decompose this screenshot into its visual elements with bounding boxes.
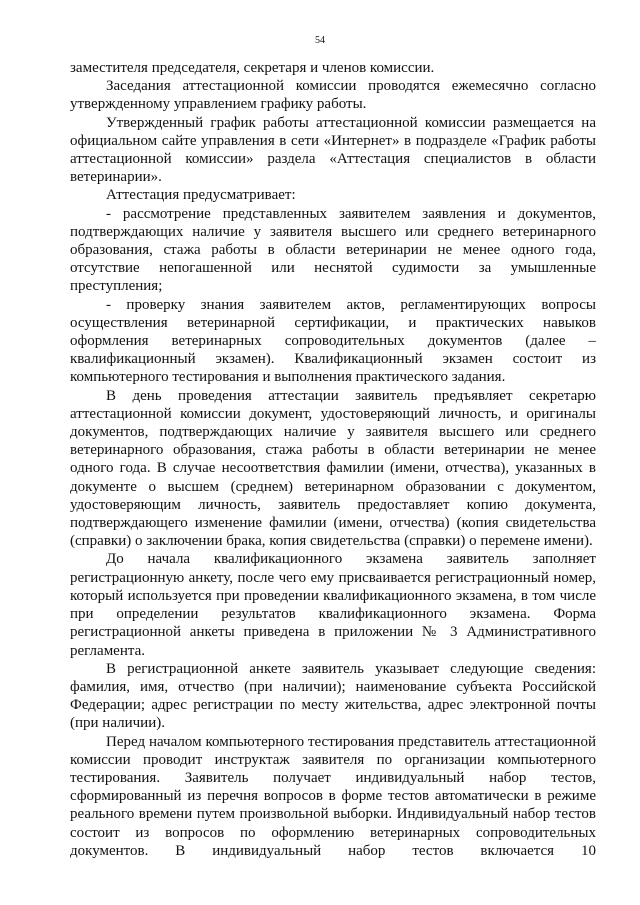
page-number: 54: [315, 35, 325, 46]
paragraph-3: Утвержденный график работы аттестационной комиссии размещается на официальном сайте управления в сети «Интернет» в подразделе «График работы аттестационной комиссии» раздела «Аттестация специалистов в области ветеринарии».: [70, 114, 596, 186]
paragraph-1: заместителя председателя, секретаря и членов комиссии.: [70, 60, 435, 76]
document-body: [70, 59, 596, 860]
paragraph-7: В день проведения аттестации заявитель предъявляет секретарю аттестационной комиссии документ, удостоверяющий личность, и оригиналы документов, подтверждающих наличие у заявителя высшего или среднего ветеринарного образования, стажа работы в области ветеринарии не менее одного года. В случае несоответствия фамилии (имени, отчества), указанных в документе о высшем (среднем) ветеринарном образовании с документом, удостоверяющим личность, заявитель предоставляет копию документа, подтверждающего изменение фамилии (имени, отчества) (копия свидетельства (справки) о заключении брака, копия свидетельства (справки) о перемене имени).: [70, 387, 596, 550]
paragraph-8: До начала квалификационного экзамена заявитель заполняет регистрационную анкету, после чего ему присваивается регистрационный номер, который используется при проведении квалификационного экзамена, в том числе при определении результатов квалификационного экзамена. Форма регистрационной анкеты приведена в приложении № 3 Административного регламента.: [70, 551, 596, 659]
paragraph-9: В регистрационной анкете заявитель указывает следующие сведения: фамилия, имя, отчество (при наличии); наименование субъекта Российской Федерации; адрес регистрации по месту жительства, адрес электронной почты (при наличии).: [70, 660, 596, 732]
paragraph-6: - проверку знания заявителем актов, регламентирующих вопросы осуществления ветеринарной сертификации, и практических навыков оформления ветеринарных сопроводительных документов (далее – квалификационный экзамен). Квалификационный экзамен состоит из компьютерного тестирования и выполнения практического задания.: [70, 296, 596, 386]
paragraph-10: Перед началом компьютерного тестирования представитель аттестационной комиссии проводит инструктаж заявителя по организации компьютерного тестирования. Заявитель получает индивидуальный набор тестов, сформированный из перечня вопросов в форме тестов автоматически в режиме реального времени путем произвольной выборки. Индивидуальный набор тестов состоит из вопросов по оформлению ветеринарных сопроводительных документов. В индивидуальный набор тестов включается 10: [70, 733, 596, 859]
paragraph-4: Аттестация предусматривает:: [106, 187, 296, 204]
paragraph-5: - рассмотрение представленных заявителем заявления и документов, подтверждающих наличие у заявителя высшего или среднего ветеринарного образования, стажа работы в области ветеринарии не менее одного года, отсутствие непогашенной или неснятой судимости за умышленные преступления;: [70, 205, 596, 295]
paragraph-2: Заседания аттестационной комиссии проводятся ежемесячно согласно утвержденному управлением графику работы.: [70, 78, 596, 113]
